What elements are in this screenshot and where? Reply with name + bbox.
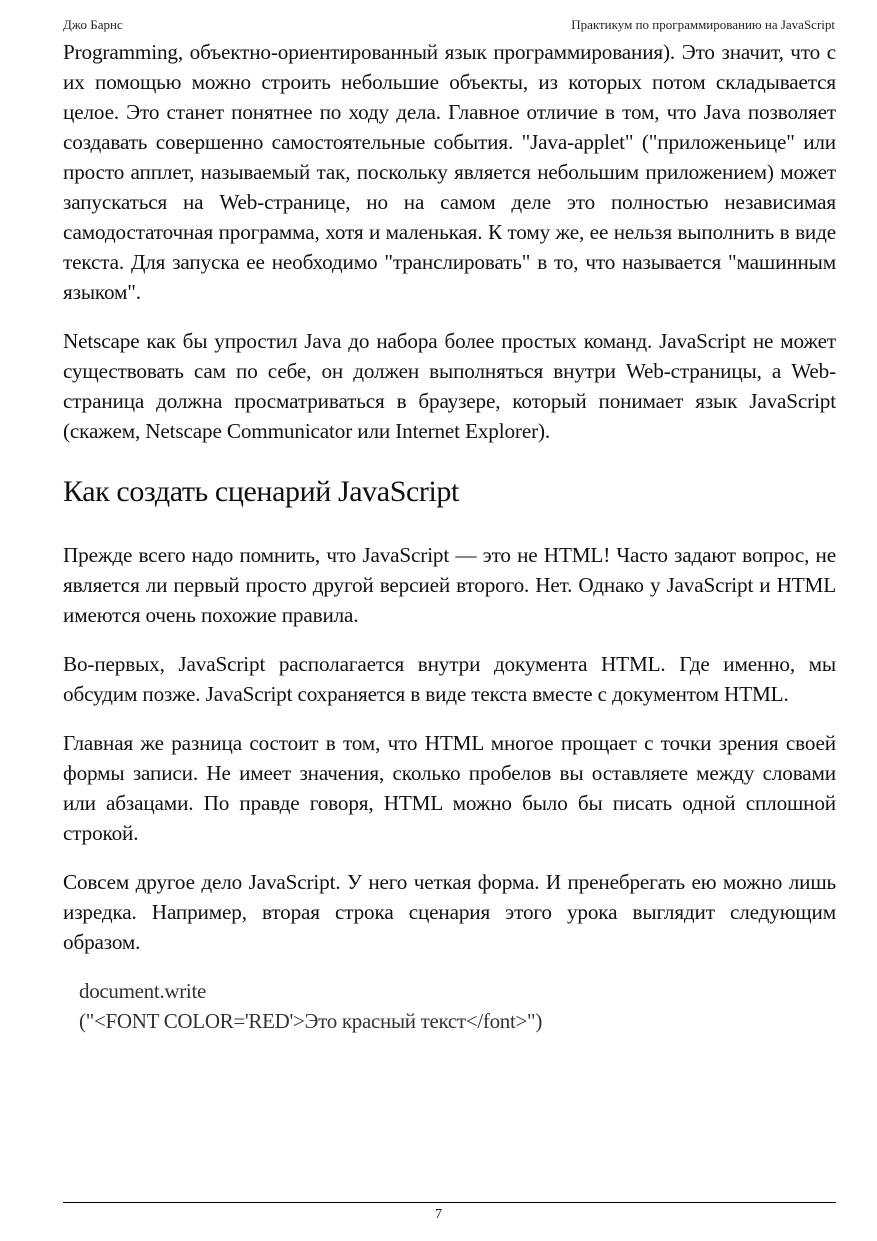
code-example [79,976,836,1036]
code-line: ("<FONT COLOR='RED'>Это красный текст</font>") [79,1009,543,1033]
paragraph-main-difference: Главная же разница состоит в том, что HTML многое прощает с точки зрения своей формы записи. Не имеет значения, сколько пробелов вы оставляете между словами или абзацами. По правде говоря, HTML можно было бы писать одной сплошной строкой. [63,731,836,845]
paragraph-first-point: Во-первых, JavaScript располагается внутри документа HTML. Где именно, мы обсудим позже. JavaScript сохраняется в виде текста вместе с документом HTML. [63,652,836,706]
header-book-title: Практикум по программированию на JavaScript [571,17,835,32]
page-number: 7 [435,1207,442,1222]
paragraph-not-html: Прежде всего надо помнить, что JavaScript — это не HTML! Часто задают вопрос, не является ли первый просто другой версией второго. Нет. Однако у JavaScript и HTML имеются очень похожие правила. [63,543,836,627]
page-content [63,37,836,1036]
paragraph-netscape: Netscape как бы упростил Java до набора более простых команд. JavaScript не может существовать сам по себе, он должен выполняться внутри Web-страницы, а Web-страница должна просматриваться в браузере, который понимает язык JavaScript (скажем, Netscape Communicator или Internet Explorer). [63,329,836,443]
paragraph-strict-form: Совсем другое дело JavaScript. У него четкая форма. И пренебрегать ею можно лишь изредка. Например, вторая строка сценария этого урока выглядит следующим образом. [63,870,836,954]
code-line: document.write [79,979,207,1003]
page-header [63,16,835,34]
section-heading: Как создать сценарий JavaScript [63,475,459,508]
paragraph-java-applet: Programming, объектно-ориентированный язык программирования). Это значит, что с их помощью можно строить небольшие объекты, из которых потом складывается целое. Это станет понятнее по ходу дела. Главное отличие в том, что Java позволяет создавать совершенно самостоятельные события. "Java-applet" ("приложеньице" или просто апплет, называемый так, поскольку является небольшим приложением) может запускаться на Web-странице, но на самом деле это полностью независимая самодостаточная программа, хотя и маленькая. К тому же, ее нельзя выполнить в виде текста. Для запуска ее необходимо "транслировать" в то, что называется "машинным языком". [63,40,836,304]
header-author: Джо Барнс [63,17,123,32]
footer-divider [63,1202,836,1203]
